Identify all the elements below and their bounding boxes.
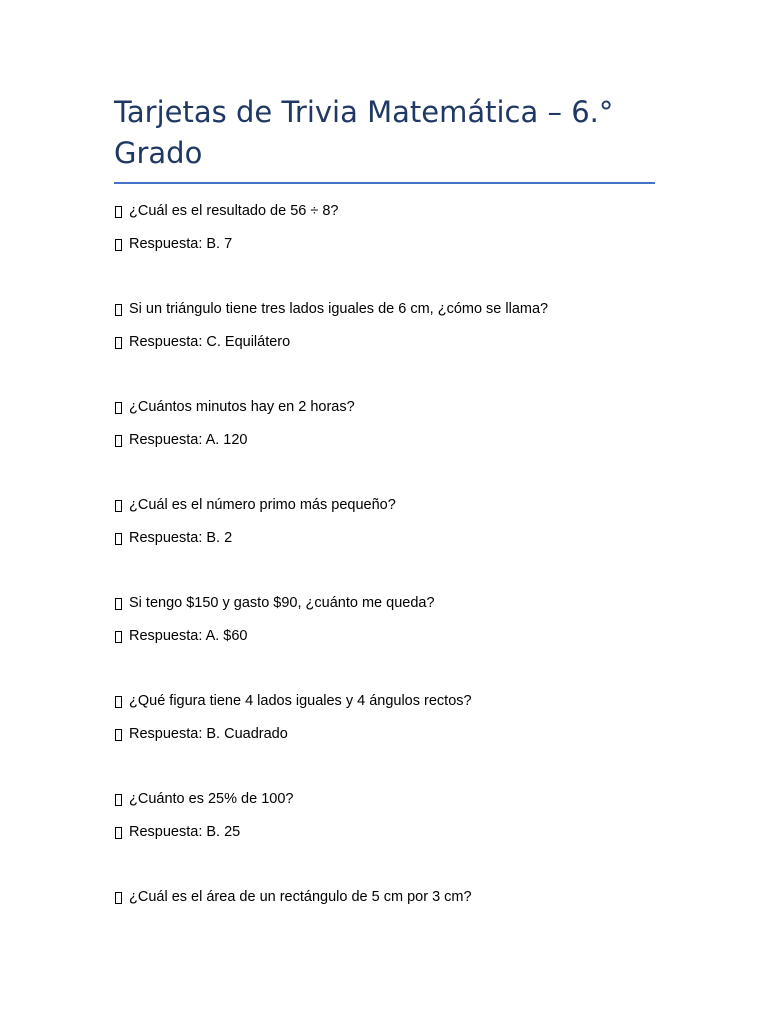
answer-line — [114, 726, 655, 743]
missing-glyph-icon — [115, 598, 122, 610]
question-text: Si tengo $150 y gasto $90, ¿cuánto me queda? — [129, 595, 435, 611]
trivia-card — [114, 693, 655, 791]
answer-line — [114, 628, 655, 645]
question-text: ¿Cuántos minutos hay en 2 horas? — [129, 399, 355, 415]
question-text: ¿Qué figura tiene 4 lados iguales y 4 ángulos rectos? — [129, 693, 472, 709]
missing-glyph-icon — [115, 239, 122, 251]
answer-text: Respuesta: B. Cuadrado — [129, 726, 288, 742]
missing-glyph-icon — [115, 729, 122, 741]
answer-line — [114, 530, 655, 547]
trivia-card — [114, 399, 655, 497]
question-line — [114, 693, 655, 710]
missing-glyph-icon — [115, 304, 122, 316]
missing-glyph-icon — [115, 337, 122, 349]
question-line — [114, 889, 655, 906]
trivia-card — [114, 203, 655, 301]
question-text: ¿Cuál es el número primo más pequeño? — [129, 497, 396, 513]
document-page — [114, 92, 655, 987]
question-line — [114, 497, 655, 514]
missing-glyph-icon — [115, 402, 122, 414]
question-line — [114, 595, 655, 612]
answer-text: Respuesta: B. 7 — [129, 236, 233, 252]
answer-line — [114, 236, 655, 253]
missing-glyph-icon — [115, 696, 122, 708]
answer-line — [114, 824, 655, 841]
question-text: Si un triángulo tiene tres lados iguales de 6 cm, ¿cómo se llama? — [129, 301, 549, 317]
trivia-card — [114, 889, 655, 987]
answer-text: Respuesta: B. 2 — [129, 530, 233, 546]
question-text: ¿Cuál es el resultado de 56 ÷ 8? — [129, 203, 339, 219]
question-line — [114, 301, 655, 318]
trivia-card — [114, 791, 655, 889]
answer-text: Respuesta: B. 25 — [129, 824, 241, 840]
missing-glyph-icon — [115, 827, 122, 839]
answer-line — [114, 334, 655, 351]
question-text: ¿Cuál es el área de un rectángulo de 5 cm por 3 cm? — [129, 889, 472, 905]
trivia-card — [114, 595, 655, 693]
missing-glyph-icon — [115, 794, 122, 806]
answer-text: Respuesta: A. 120 — [129, 432, 248, 448]
page-title: Tarjetas de Trivia Matemática – 6.° Grado — [114, 92, 655, 184]
missing-glyph-icon — [115, 500, 122, 512]
trivia-card — [114, 301, 655, 399]
question-line — [114, 203, 655, 220]
answer-text: Respuesta: A. $60 — [129, 628, 248, 644]
trivia-card — [114, 497, 655, 595]
missing-glyph-icon — [115, 533, 122, 545]
answer-text: Respuesta: C. Equilátero — [129, 334, 291, 350]
question-line — [114, 399, 655, 416]
question-line — [114, 791, 655, 808]
missing-glyph-icon — [115, 435, 122, 447]
answer-line — [114, 432, 655, 449]
missing-glyph-icon — [115, 892, 122, 904]
trivia-card-list — [114, 203, 655, 987]
missing-glyph-icon — [115, 631, 122, 643]
missing-glyph-icon — [115, 206, 122, 218]
question-text: ¿Cuánto es 25% de 100? — [129, 791, 294, 807]
